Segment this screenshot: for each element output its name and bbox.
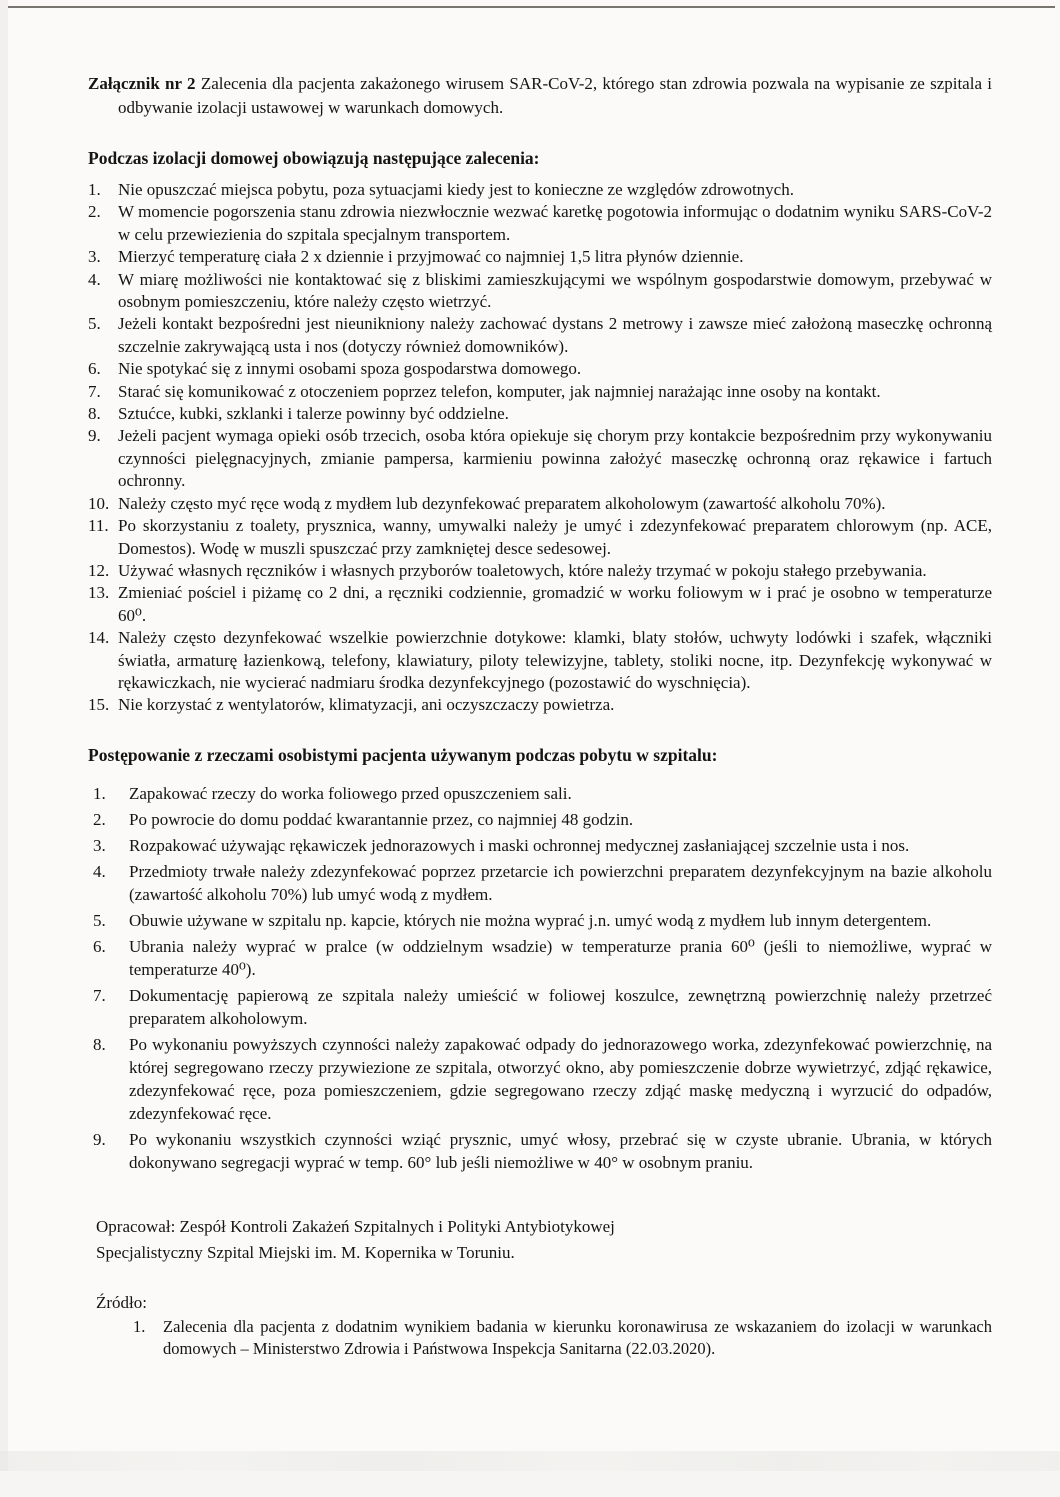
recommendation-item: Używać własnych ręczników i własnych przyborów toaletowych, które należy trzymać w pokoju stałego przebywania. <box>118 560 927 580</box>
belongings-item: Dokumentację papierową ze szpitala należy umieścić w foliowej koszulce, zewnętrzną powierzchnię należy przetrzeć preparatem alkoholowym. <box>129 985 992 1028</box>
recommendation-item: W momencie pogorszenia stanu zdrowia niezwłocznie wezwać karetkę pogotowia informując o dodatnim wyniku SARS-CoV-2 w celu przewiezienia do szpitala specjalnym transportem. <box>118 202 992 244</box>
recommendation-item: Mierzyć temperaturę ciała 2 x dziennie i przyjmować co najmniej 1,5 litra płynów dziennie. <box>118 247 744 267</box>
recommendation-item: Po skorzystaniu z toalety, prysznica, wanny, umywalki należy je umyć i zdezynfekować preparatem chlorowym (np. ACE, Domestos). Wodę w muszli spuszczać przy zamkniętej desce sedesowej. <box>118 516 992 558</box>
belongings-item: Rozpakować używając rękawiczek jednorazowych i maski ochronnej medycznej zasłaniającej szczelnie usta i nos. <box>129 835 910 855</box>
section2-heading: Postępowanie z rzeczami osobistymi pacjenta używanym podczas pobytu w szpitalu: <box>88 744 718 765</box>
recommendation-item: Nie opuszczać miejsca pobytu, poza sytuacjami kiedy jest to konieczne ze względów zdrowotnych. <box>118 180 794 199</box>
prepared-by-line2: Specjalistyczny Szpital Miejski im. M. Kopernika w Toruniu. <box>96 1242 515 1262</box>
recommendation-item: Należy często dezynfekować wszelkie powierzchnie dotykowe: klamki, blaty stołów, uchwyty lodówki i szafek, włączniki światła, armaturę łazienkową, telefony, klawiatury, piloty telewizyjne, tablety, stoliki nocne, itp. Dezynfekcję wykonywać w rękawiczkach, nie wycierać nadmiaru środka dezynfekcyjnego (pozostawić do wyschnięcia). <box>118 628 992 692</box>
belongings-item: Po powrocie do domu poddać kwarantannie przez, co najmniej 48 godzin. <box>129 809 634 829</box>
recommendation-item: Nie korzystać z wentylatorów, klimatyzacji, ani oczyszczaczy powietrza. <box>118 695 615 715</box>
recommendation-item: Zmieniać pościel i piżamę co 2 dni, a ręczniki codziennie, gromadzić w worku foliowym w i prać je osobno w temperaturze 60⁰. <box>118 583 992 625</box>
belongings-item: Przedmioty trwałe należy zdezynfekować poprzez przetarcie ich powierzchni preparatem dezynfekcyjnym na bazie alkoholu (zawartość alkoholu 70%) lub umyć wodą z mydłem. <box>129 861 992 904</box>
belongings-item: Obuwie używane w szpitalu np. kapcie, których nie można wyprać j.n. umyć wodą z mydłem lub innym detergentem. <box>129 910 932 930</box>
recommendation-item: Sztućce, kubki, szklanki i talerze powinny być oddzielne. <box>118 404 509 424</box>
source-label: Źródło: <box>96 1292 147 1312</box>
recommendation-item: Nie spotykać się z innymi osobami spoza gospodarstwa domowego. <box>118 359 582 379</box>
section2-belongings-list <box>88 782 992 1174</box>
attachment-title-text: Zalecenia dla pacjenta zakażonego wirusem SAR-CoV-2, którego stan zdrowia pozwala na wypisanie ze szpitala i odbywanie izolacji ustawowej w warunkach domowych. <box>118 74 992 117</box>
section1-heading: Podczas izolacji domowej obowiązują następujące zalecenia: <box>88 148 540 168</box>
recommendation-item: Należy często myć ręce wodą z mydłem lub dezynfekować preparatem alkoholowym (zawartość alkoholu 70%). <box>118 493 886 513</box>
recommendation-item: W miarę możliwości nie kontaktować się z bliskimi zamieszkującymi we wspólnym gospodarstwie domowym, przebywać w osobnym pomieszczeniu, które należy często wietrzyć. <box>118 269 992 312</box>
recommendation-item: Jeżeli kontakt bezpośredni jest nieunikniony należy zachować dystans 2 metrowy i zawsze mieć założoną maseczkę ochronną szczelnie zakrywającą usta i nos (dotyczy również domowników). <box>118 314 992 356</box>
scan-artifact-band <box>0 1451 1060 1471</box>
belongings-item: Zapakować rzeczy do worka foliowego przed opuszczeniem sali. <box>129 783 572 803</box>
scan-bottom-edge <box>0 1471 1060 1497</box>
document-title <box>88 72 992 120</box>
belongings-item: Po wykonaniu powyższych czynności należy zapakować odpady do jednorazowego worka, zdezynfekować powierzchnię, na której segregowano rzeczy przywiezione ze szpitala, otworzyć okno, aby pomieszczenie dobrze wywietrzyć, zdjąć rękawice, zdezynfekować ręce, poza pomieszczeniem, gdzie segregowano rzeczy zdjąć maskę medyczną i wyrzucić do odpadów, zdezynfekować ręce. <box>129 1034 992 1123</box>
belongings-item: Ubrania należy wyprać w pralce (w oddzielnym wsadzie) w temperaturze prania 60⁰ (jeśli to niemożliwe, wyprać w temperaturze 40⁰). <box>129 936 992 979</box>
belongings-item: Po wykonaniu wszystkich czynności wziąć prysznic, umyć włosy, przebrać się w czyste ubranie. Ubrania, w których dokonywano segregacji wyprać w temp. 60° lub jeśli niemożliwe w 40° w osobnym praniu. <box>129 1129 992 1172</box>
prepared-by-line1: Opracował: Zespół Kontroli Zakażeń Szpitalnych i Polityki Antybiotykowej <box>96 1216 615 1236</box>
attachment-number-label: Załącznik nr 2 <box>88 74 196 93</box>
source-item: Zalecenia dla pacjenta z dodatnim wynikiem badania w kierunku koronawirusa ze wskazaniem do izolacji w warunkach domowych – Ministerstwo Zdrowia i Państwowa Inspekcja Sanitarna (22.03.2020). <box>163 1316 992 1358</box>
source-list <box>133 1316 992 1360</box>
recommendation-item: Starać się komunikować z otoczeniem poprzez telefon, komputer, jak najmniej narażając inne osoby na kontakt. <box>118 381 881 401</box>
recommendation-item: Jeżeli pacjent wymaga opieki osób trzecich, osoba która opiekuje się chorym przy kontakcie bezpośrednim przy wykonywaniu czynności pielęgnacyjnych, zmianie pampersa, karmieniu powinna założyć maseczkę ochronną oraz rękawice i fartuch ochronny. <box>118 426 992 491</box>
section1-recommendations-list <box>88 179 992 717</box>
footer-block <box>96 1214 992 1266</box>
